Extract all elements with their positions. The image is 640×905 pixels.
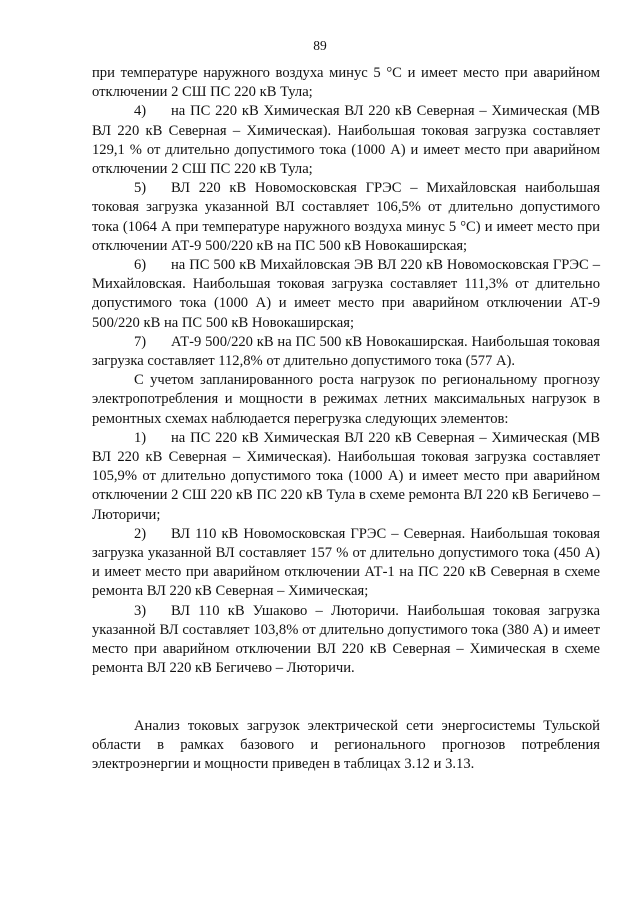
paragraph-text: С учетом запланированного роста нагрузок по региональному прогнозу электропотребления и мощности в режимах летних максимальных нагрузок в ремонтных схемах наблюдается перегрузка следующих элементов:: [92, 372, 600, 427]
page-number: 89: [313, 38, 327, 53]
list-item-number: 4): [134, 103, 147, 120]
list-item: [92, 256, 600, 333]
list-item-text: ВЛ 220 кВ Новомосковская ГРЭС – Михайловская наибольшая токовая загрузка указанной ВЛ составляет 106,5% от длительно допустимого тока (1064 А при температуре наружного воздуха минус 5 °С) и имеет место при отключении АТ-9 500/220 кВ на ПС 500 кВ Новокаширская;: [92, 180, 600, 254]
list-item-number: 2): [134, 525, 147, 542]
list-item: [92, 179, 600, 256]
paragraph: [92, 371, 600, 429]
paragraph-text: Анализ токовых загрузок электрической сети энергосистемы Тульской области в рамках базового и регионального прогнозов потребления электроэнергии и мощности приведен в таблицах 3.12 и 3.13.: [92, 717, 600, 772]
list-item-text: ВЛ 110 кВ Новомосковская ГРЭС – Северная. Наибольшая токовая загрузка указанной ВЛ составляет 157 % от длительно допустимого тока (450 А) и имеет место при аварийном отключении АТ-1 на ПС 220 кВ Северная в схеме ремонта ВЛ 220 кВ Северная – Химическая;: [92, 525, 600, 600]
list-item: [92, 602, 600, 679]
list-item: [92, 102, 600, 179]
list-item: [92, 525, 600, 602]
list-item-number: 1): [134, 429, 147, 446]
list-item-number: 7): [134, 333, 147, 350]
list-item-text: АТ-9 500/220 кВ на ПС 500 кВ Новокаширская. Наибольшая токовая загрузка составляет 112,8% от длительно допустимого тока (577 А).: [92, 333, 600, 370]
paragraph-continuation: [92, 64, 600, 102]
list-item-text: на ПС 220 кВ Химическая ВЛ 220 кВ Северная – Химическая (МВ ВЛ 220 кВ Северная – Химическая). Наибольшая токовая загрузка составляет 105,9% от длительно допустимого тока (1000 А) и имеет место при аварийном отключении 2 СШ 220 кВ ПС 220 кВ Тула в схеме ремонта ВЛ 220 кВ Бегичево – Люторичи;: [92, 429, 600, 523]
list-item: [92, 429, 600, 525]
paragraph-spacer: [92, 679, 600, 717]
list-item: [92, 333, 600, 371]
body-text: [92, 64, 600, 774]
paragraph-text: при температуре наружного воздуха минус 5 °С и имеет место при аварийном отключении 2 СШ ПС 220 кВ Тула;: [92, 65, 600, 101]
list-item-number: 5): [134, 180, 147, 197]
list-item-text: на ПС 500 кВ Михайловская ЭВ ВЛ 220 кВ Новомосковская ГРЭС – Михайловская. Наибольшая токовая загрузка составляет 111,3% от длительно допустимого тока (1000 А) и имеет место при аварийном отключении АТ-9 500/220 кВ на ПС 500 кВ Новокаширская;: [92, 257, 600, 331]
list-item-text: на ПС 220 кВ Химическая ВЛ 220 кВ Северная – Химическая (МВ ВЛ 220 кВ Северная – Химическая). Наибольшая токовая загрузка составляет 129,1 % от длительно допустимого тока (1000 А) и имеет место при аварийном отключении 2 СШ ПС 220 кВ Тула;: [92, 103, 600, 178]
list-item-text: ВЛ 110 кВ Ушаково – Люторичи. Наибольшая токовая загрузка указанной ВЛ составляет 103,8% от длительно допустимого тока (380 А) и имеет место при аварийном отключении ВЛ 220 кВ Северная – Химическая в схеме ремонта ВЛ 220 кВ Бегичево – Люторичи.: [92, 602, 600, 677]
list-item-number: 3): [134, 602, 147, 619]
paragraph-final: [92, 717, 600, 775]
list-item-number: 6): [134, 257, 147, 274]
